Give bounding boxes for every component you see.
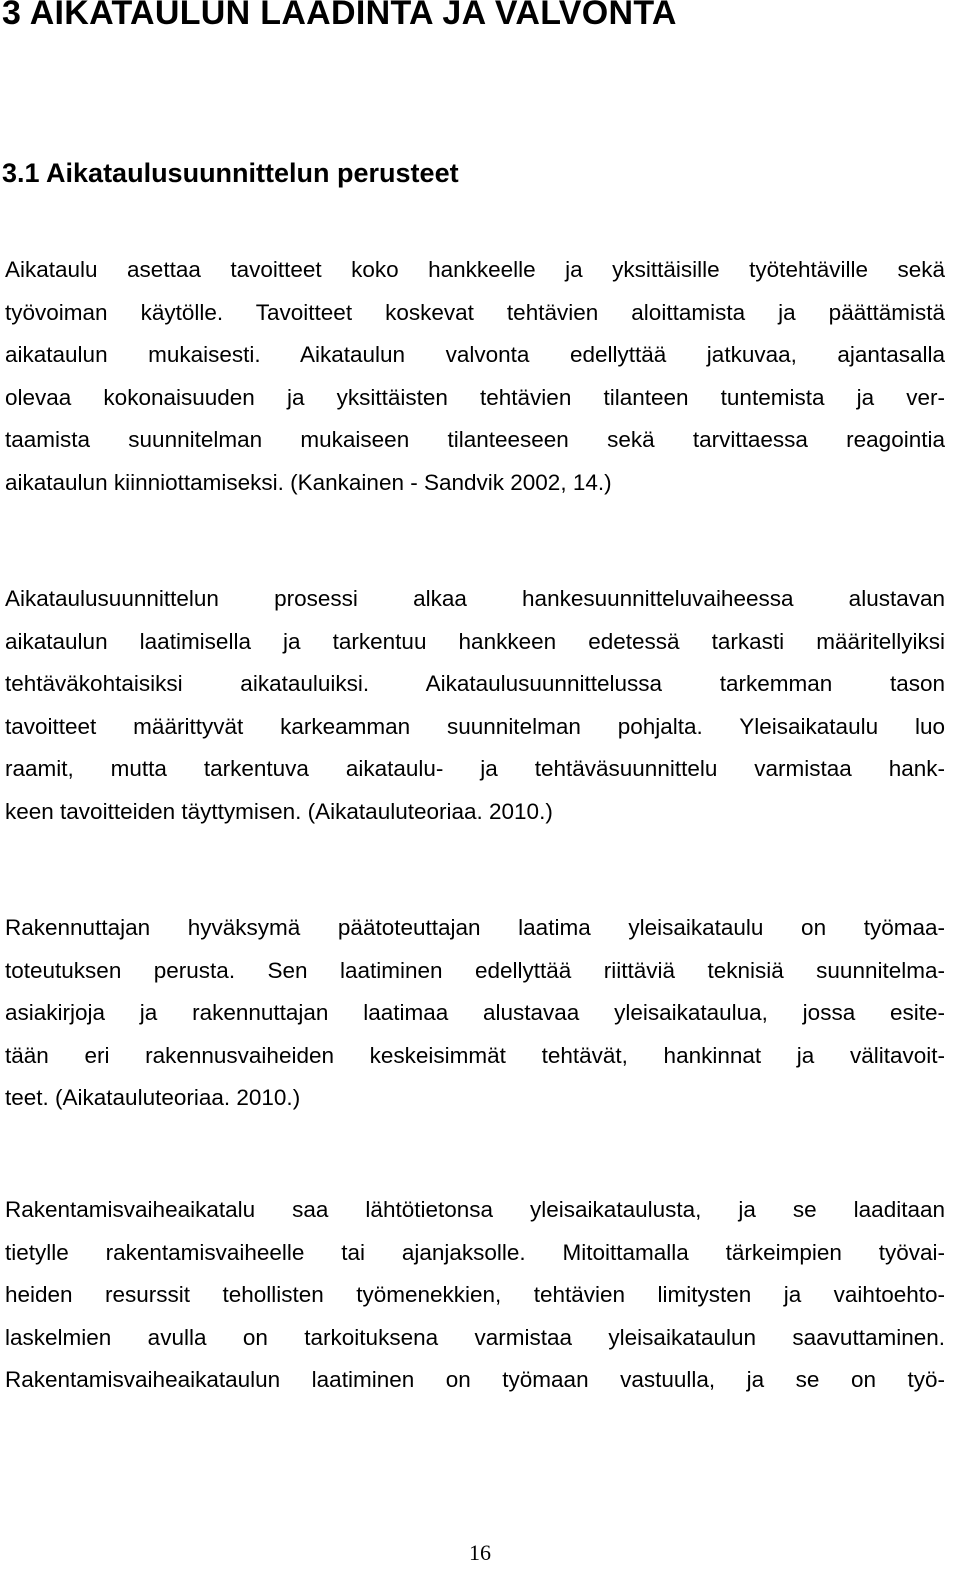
paragraph-line: Rakentamisvaiheaikataulun laatiminen on työmaan vastuulla, ja se on työ- [5,1367,945,1392]
paragraph-2 [5,578,945,833]
paragraph-line: tavoitteet määrittyvät karkeamman suunnitelman pohjalta. Yleisaikataulu luo [5,713,945,739]
paragraph-line: taamista suunnitelman mukaiseen tilanteeseen sekä tarvittaessa reagointia [5,427,945,452]
paragraph-line: asiakirjoja ja rakennuttajan laatimaa alustavaa yleisaikataulua, jossa esite- [5,1000,945,1025]
paragraph-line: keen tavoitteiden täyttymisen. (Aikatauluteoriaa. 2010.) [5,798,553,824]
paragraph-3 [5,907,945,1120]
paragraph-line: Rakentamisvaiheaikatalu saa lähtötietonsa yleisaikataulusta, ja se laaditaan [5,1197,945,1222]
paragraph-line: aikataulun kiinniottamiseksi. (Kankainen - Sandvik 2002, 14.) [5,469,612,495]
paragraph-line: Aikataulusuunnittelun prosessi alkaa hankesuunnitteluvaiheessa alustavan [5,586,945,611]
section-heading: 3.1 Aikataulusuunnittelun perusteet [2,158,459,188]
paragraph-line: Aikataulu asettaa tavoitteet koko hankkeelle ja yksittäisille työtehtäville sekä [5,257,945,282]
paragraph-line: raamit, mutta tarkentuva aikataulu- ja tehtäväsuunnittelu varmistaa hank- [5,756,945,781]
paragraph-line: tään eri rakennusvaiheiden keskeisimmät tehtävät, hankinnat ja välitavoit- [5,1042,945,1068]
paragraph-line: tehtäväkohtaisiksi aikatauluiksi. Aikataulusuunnittelussa tarkemman tason [5,671,945,696]
paragraph-line: aikataulun laatimisella ja tarkentuu hankkeen edetessä tarkasti määritellyiksi [5,628,945,654]
chapter-heading: 3 AIKATAULUN LAADINTA JA VALVONTA [2,0,677,32]
paragraph-line: heiden resurssit tehollisten työmenekkien, tehtävien limitysten ja vaihtoehto- [5,1282,945,1307]
paragraph-line: laskelmien avulla on tarkoituksena varmistaa yleisaikataulun saavuttaminen. [5,1324,945,1350]
page-number: 16 [469,1540,491,1565]
paragraph-line: Rakennuttajan hyväksymä päätoteuttajan laatima yleisaikataulu on työmaa- [5,915,945,940]
paragraph-line: olevaa kokonaisuuden ja yksittäisten tehtävien tilanteen tuntemista ja ver- [5,384,945,410]
paragraph-line: tietylle rakentamisvaiheelle tai ajanjaksolle. Mitoittamalla tärkeimpien työvai- [5,1239,945,1265]
paragraph-line: teet. (Aikatauluteoriaa. 2010.) [5,1085,301,1110]
paragraph-line: työvoiman käytölle. Tavoitteet koskevat tehtävien aloittamista ja päättämistä [5,299,945,325]
paragraph-4 [5,1189,945,1402]
paragraph-line: toteutuksen perusta. Sen laatiminen edellyttää riittäviä teknisiä suunnitelma- [5,957,945,983]
paragraph-line: aikataulun mukaisesti. Aikataulun valvonta edellyttää jatkuvaa, ajantasalla [5,342,945,367]
paragraph-1 [5,249,945,504]
